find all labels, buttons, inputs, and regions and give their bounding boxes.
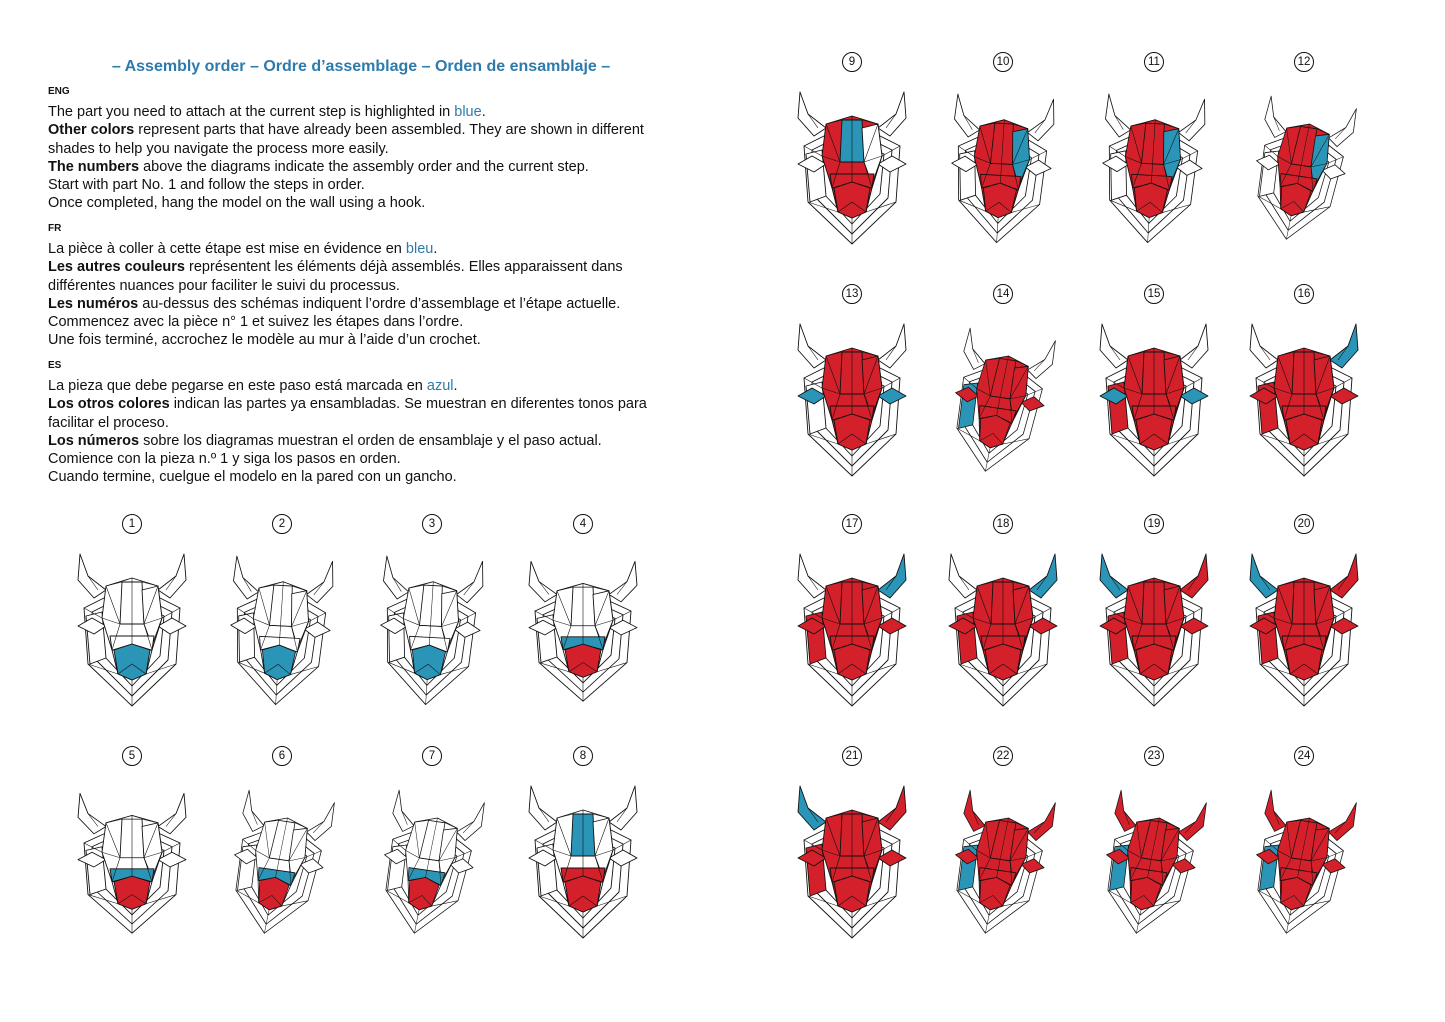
nose-part: [1136, 414, 1172, 450]
bull-head-diagram: [943, 316, 1063, 481]
instructions-es: [48, 360, 688, 487]
bull-head-diagram: [523, 778, 643, 943]
horn-right-part: [305, 800, 336, 843]
horn-right-part: [1026, 338, 1057, 381]
assembly-step-4: [523, 514, 643, 729]
horn-right-part: [609, 561, 637, 601]
step-number: 21: [842, 746, 862, 766]
bull-head-diagram: [1094, 546, 1214, 711]
instruction-line: Les numéros au-dessus des schémas indiquent l’ordre d’assemblage et l’étape actuelle.: [48, 295, 621, 312]
instruction-line: facilitar el proceso.: [48, 414, 169, 431]
bull-head-diagram: [372, 546, 492, 711]
step-number: 3: [422, 514, 442, 534]
bull-head-diagram: [72, 546, 192, 711]
horn-right-part: [1327, 800, 1358, 843]
assembly-step-19: [1094, 514, 1214, 729]
step-number: 6: [272, 746, 292, 766]
step-number: 10: [993, 52, 1013, 72]
bull-head-diagram: [943, 546, 1063, 711]
bull-head-diagram: [72, 778, 192, 943]
instructions-fr: [48, 223, 688, 350]
horn-left-part: [78, 554, 106, 598]
assembly-step-9: [792, 52, 912, 267]
horn-left-part: [382, 556, 410, 600]
step-number: 2: [272, 514, 292, 534]
bull-head-diagram: [792, 84, 912, 249]
assembly-step-18: [943, 514, 1063, 729]
horn-right-part: [1027, 98, 1055, 142]
bull-head-diagram: [943, 84, 1063, 249]
bull-head-diagram: [222, 546, 342, 711]
horn-left-part: [529, 561, 557, 601]
instruction-line: shades to help you navigate the process more easily.: [48, 140, 389, 157]
instruction-line: Other colors represent parts that have already been assembled. They are shown in different: [48, 122, 644, 139]
horn-right-part: [1330, 554, 1358, 598]
step-number: 19: [1144, 514, 1164, 534]
instruction-line: Start with part No. 1 and follow the steps in order.: [48, 177, 365, 194]
horn-left-part: [798, 554, 826, 598]
nose-part: [1136, 644, 1172, 680]
bull-head-diagram: [1244, 778, 1364, 943]
instruction-line: The numbers above the diagrams indicate the assembly order and the current step.: [48, 158, 589, 175]
horn-right-part: [455, 800, 486, 843]
horn-left-part: [798, 92, 826, 136]
assembly-step-13: [792, 284, 912, 499]
bull-head-diagram: [1244, 546, 1364, 711]
assembly-step-23: [1094, 746, 1214, 961]
horn-left-part: [78, 793, 106, 833]
step-number: 16: [1294, 284, 1314, 304]
step-number: 14: [993, 284, 1013, 304]
bull-head-diagram: [943, 778, 1063, 943]
assembly-step-22: [943, 746, 1063, 961]
nose-part: [1286, 644, 1322, 680]
instruction-line: Les autres couleurs représentent les éléments déjà assemblés. Elles apparaissent dans: [48, 259, 623, 276]
horn-right-part: [878, 92, 906, 136]
bull-head-diagram: [523, 546, 643, 711]
assembly-step-5: [72, 746, 192, 961]
assembly-step-3: [372, 514, 492, 729]
page-title: – Assembly order – Ordre d’assemblage – Orden de ensamblaje –: [111, 58, 611, 75]
horn-left-part: [232, 556, 260, 600]
horn-left-part: [798, 786, 826, 830]
step-number: 11: [1144, 52, 1164, 72]
horn-right-part: [609, 786, 637, 830]
step-number: 12: [1294, 52, 1314, 72]
language-label: ES: [48, 360, 62, 371]
horn-right-part: [1327, 106, 1358, 149]
instruction-line: Los números sobre los diagramas muestran el orden de ensamblaje y el paso actual.: [48, 432, 602, 449]
horn-left-part: [1104, 94, 1132, 138]
instruction-line: The part you need to attach at the current step is highlighted in blue.: [48, 104, 486, 120]
assembly-step-24: [1244, 746, 1364, 961]
bull-head-diagram: [1094, 316, 1214, 481]
horn-right-part: [1180, 554, 1208, 598]
highlight-word: blue: [454, 104, 482, 120]
step-number: 5: [122, 746, 142, 766]
nose-part: [565, 644, 601, 677]
step-number: 13: [842, 284, 862, 304]
assembly-step-8: [523, 746, 643, 961]
nose-part: [834, 414, 870, 450]
horn-left-part: [529, 786, 557, 830]
language-label: ENG: [48, 86, 70, 97]
horn-right-part: [456, 560, 484, 604]
step-number: 22: [993, 746, 1013, 766]
assembly-step-2: [222, 514, 342, 729]
bull-head-diagram: [792, 778, 912, 943]
horn-left-part: [953, 94, 981, 138]
bull-head-diagram: [792, 316, 912, 481]
bull-head-diagram: [222, 778, 342, 943]
assembly-step-17: [792, 514, 912, 729]
instruction-line: Commencez avec la pièce n° 1 et suivez les étapes dans l’ordre.: [48, 314, 464, 331]
instruction-line: Cuando termine, cuelgue el modelo en la pared con un gancho.: [48, 469, 457, 486]
horn-left-part: [798, 324, 826, 368]
bull-head-diagram: [1244, 316, 1364, 481]
instruction-line: La pièce à coller à cette étape est mise en évidence en bleu.: [48, 241, 438, 257]
nose-part: [834, 182, 870, 218]
assembly-step-15: [1094, 284, 1214, 499]
horn-right-part: [878, 324, 906, 368]
instruction-line: différentes nuances pour faciliter le suivi du processus.: [48, 277, 400, 294]
instruction-line: Une fois terminé, accrochez le modèle au mur à l’aide d’un crochet.: [48, 332, 481, 349]
horn-left-part: [1100, 324, 1128, 368]
nose-part: [114, 876, 150, 909]
horn-left-part: [949, 554, 977, 598]
instructions-eng: [48, 86, 688, 213]
instruction-line: Los otros colores indican las partes ya ensambladas. Se muestran en diferentes tonos para: [48, 396, 647, 413]
nose-part: [834, 876, 870, 912]
horn-right-part: [306, 560, 334, 604]
step-number: 23: [1144, 746, 1164, 766]
horn-right-part: [1178, 98, 1206, 142]
horn-right-part: [1029, 554, 1057, 598]
horn-right-part: [1177, 800, 1208, 843]
step-number: 15: [1144, 284, 1164, 304]
nose-part: [565, 876, 601, 912]
assembly-step-20: [1244, 514, 1364, 729]
nose-part: [985, 644, 1021, 680]
bull-head-diagram: [1094, 84, 1214, 249]
horn-right-part: [878, 786, 906, 830]
horn-left-part: [1250, 554, 1278, 598]
horn-left-part: [1100, 554, 1128, 598]
step-number: 20: [1294, 514, 1314, 534]
highlight-word: azul: [426, 378, 454, 394]
horn-right-part: [158, 793, 186, 833]
assembly-step-12: [1244, 52, 1364, 267]
bull-head-diagram: [1094, 778, 1214, 943]
instruction-line: Comience con la pieza n.º 1 y siga los pasos en orden.: [48, 451, 401, 468]
horn-right-part: [158, 554, 186, 598]
horn-right-part: [1026, 800, 1057, 843]
assembly-step-7: [372, 746, 492, 961]
horn-right-part: [1180, 324, 1208, 368]
assembly-step-6: [222, 746, 342, 961]
nose-part: [1286, 414, 1322, 450]
horn-left-part: [1250, 324, 1278, 368]
assembly-step-1: [72, 514, 192, 729]
step-number: 1: [122, 514, 142, 534]
step-number: 8: [573, 746, 593, 766]
assembly-step-11: [1094, 52, 1214, 267]
step-number: 18: [993, 514, 1013, 534]
bull-head-diagram: [1244, 84, 1364, 249]
assembly-step-14: [943, 284, 1063, 499]
assembly-step-21: [792, 746, 912, 961]
language-label: FR: [48, 223, 62, 234]
step-number: 7: [422, 746, 442, 766]
bull-head-diagram: [792, 546, 912, 711]
nose-part: [114, 644, 150, 680]
bull-head-diagram: [372, 778, 492, 943]
horn-right-part: [1330, 324, 1358, 368]
step-number: 24: [1294, 746, 1314, 766]
assembly-step-10: [943, 52, 1063, 267]
instruction-line: Once completed, hang the model on the wall using a hook.: [48, 195, 426, 212]
nose-part: [834, 644, 870, 680]
highlight-word: bleu: [405, 241, 434, 257]
horn-right-part: [878, 554, 906, 598]
instruction-line: La pieza que debe pegarse en este paso está marcada en azul.: [48, 378, 458, 394]
step-number: 9: [842, 52, 862, 72]
step-number: 4: [573, 514, 593, 534]
step-number: 17: [842, 514, 862, 534]
assembly-step-16: [1244, 284, 1364, 499]
